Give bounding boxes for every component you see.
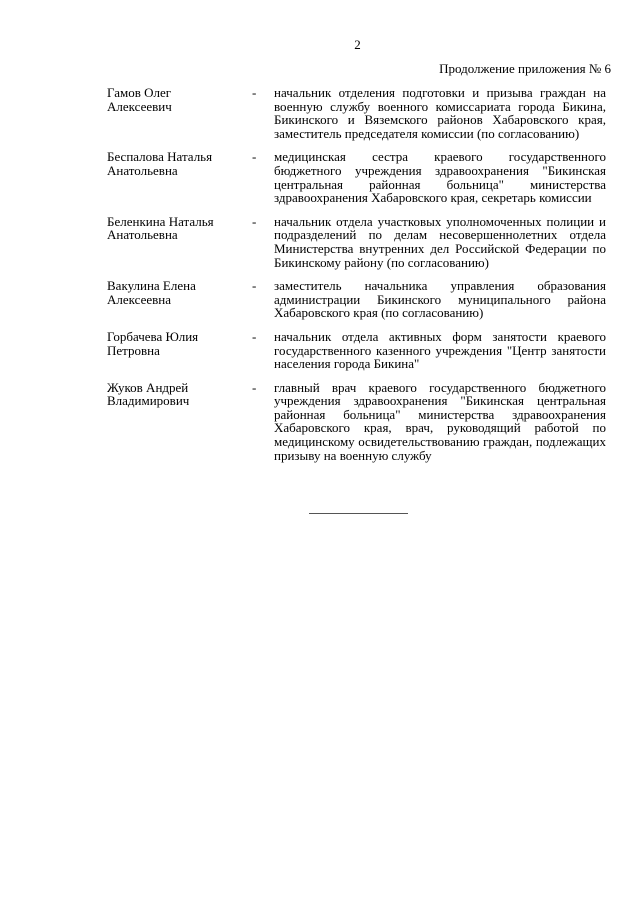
member-patronymic: Владимирович	[107, 393, 190, 409]
member-surname-first-name: Горбачева Юлия	[107, 328, 199, 344]
entry-dash: -	[252, 149, 257, 165]
entry-dash: -	[252, 278, 257, 294]
member-entry	[107, 330, 606, 371]
member-entry	[107, 150, 606, 204]
member-name	[107, 86, 252, 140]
member-surname-first-name: Жуков Андрей	[107, 379, 189, 395]
entry-dash: -	[252, 213, 257, 229]
end-separator-line	[309, 513, 408, 514]
commission-members-list	[107, 86, 606, 472]
member-role: начальник отдела активных форм занятости краевого государственного казенного учреждения "Центр занятости населения города Бикина"	[274, 328, 606, 372]
member-name	[107, 215, 252, 269]
member-name	[107, 279, 252, 320]
member-surname-first-name: Вакулина Елена	[107, 278, 196, 294]
member-role: заместитель начальника управления образования администрации Бикинского муниципального района Хабаровского края (по согласованию)	[274, 278, 606, 321]
member-role: медицинская сестра краевого государственного бюджетного учреждения здравоохранения "Бикинская центральная районная больница" министерства здравоохранения Хабаровского края, секретарь комиссии	[274, 149, 606, 206]
member-patronymic: Петровна	[107, 342, 160, 358]
member-role: начальник отделения подготовки и призыва граждан на военную службу военного комиссариата города Бикина, Бикинского и Вяземского районов Хабаровского края, заместитель председателя комиссии (по согласованию)	[274, 85, 606, 141]
entry-dash: -	[252, 328, 257, 344]
member-role: начальник отдела участковых уполномоченных полиции и подразделений по делам несовершеннолетних отдела Министерства внутренних дел Российской Федерации по Бикинскому району (по согласованию)	[274, 213, 606, 270]
appendix-continuation-label: Продолжение приложения № 6	[439, 61, 611, 76]
member-entry	[107, 215, 606, 269]
member-name	[107, 330, 252, 371]
member-patronymic: Анатольевна	[107, 227, 178, 243]
member-entry	[107, 279, 606, 320]
member-entry	[107, 381, 606, 463]
page-number: 2	[354, 37, 361, 52]
member-surname-first-name: Беспалова Наталья	[107, 149, 213, 165]
member-patronymic: Алексеевна	[107, 291, 171, 307]
member-surname-first-name: Гамов Олег	[107, 85, 172, 100]
member-role: главный врач краевого государственного бюджетного учреждения здравоохранения "Бикинская центральная районная больница" министерства здравоохранения Хабаровского края, врач, руководящий работой по медицинскому освидетельствованию граждан, подлежащих призыву на военную службу	[274, 379, 606, 463]
member-entry	[107, 86, 606, 140]
entry-dash: -	[252, 379, 257, 395]
member-name	[107, 381, 252, 463]
member-name	[107, 150, 252, 204]
member-patronymic: Алексеевич	[107, 98, 172, 114]
member-patronymic: Анатольевна	[107, 162, 178, 178]
member-surname-first-name: Беленкина Наталья	[107, 213, 214, 229]
entry-dash: -	[252, 85, 257, 100]
